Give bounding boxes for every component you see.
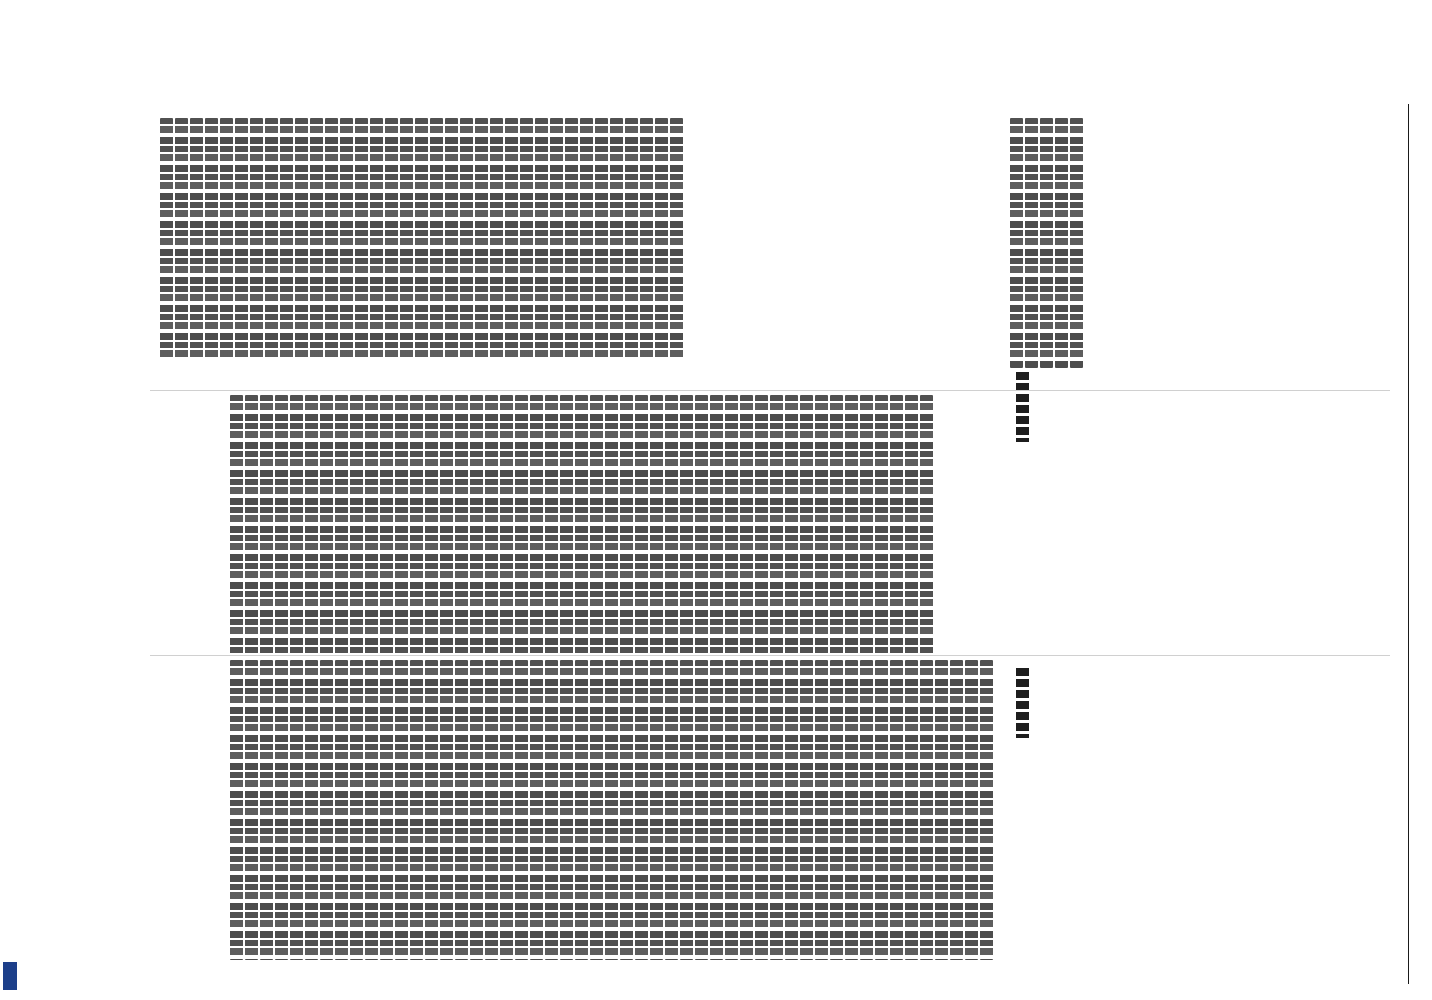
scan-notice: [2, 600, 16, 990]
column-divider: [150, 390, 1390, 391]
german-column: [160, 118, 683, 358]
article-heading: [1016, 668, 1029, 738]
column-divider: [150, 655, 1390, 656]
dfg-logo-icon: [3, 962, 17, 990]
german-column-top: [1010, 118, 1083, 368]
danish-column: [230, 660, 993, 960]
swedish-column: [230, 395, 933, 655]
running-head-rule: [1408, 104, 1425, 984]
article-heading: [1016, 372, 1029, 442]
